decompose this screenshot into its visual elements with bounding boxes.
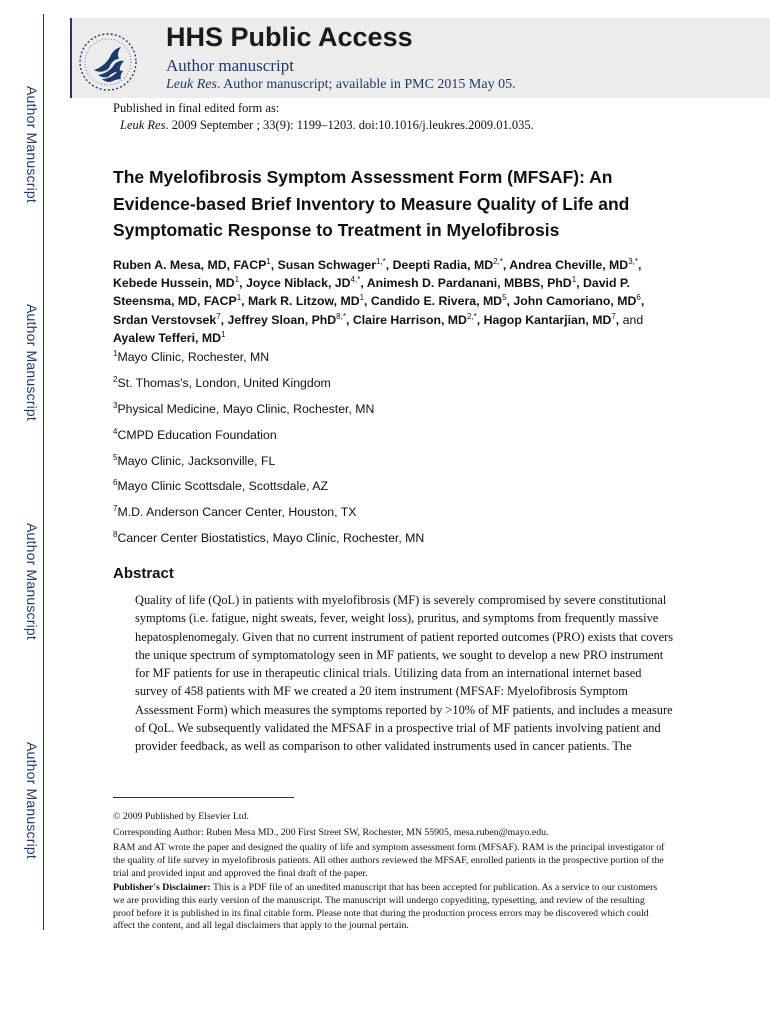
side-label-author-manuscript: Author Manuscript [24, 742, 40, 860]
affiliation-text: Physical Medicine, Mayo Clinic, Rochester, MN [117, 401, 375, 416]
author-affiliation-sup: 5 [502, 293, 507, 303]
affiliation-number: 1 [113, 349, 118, 358]
author-name: John Camoriano, MD [513, 294, 637, 309]
citation-text: . Author manuscript; available in PMC 2015 May 05. [216, 77, 516, 92]
affiliation-number: 4 [113, 426, 118, 436]
affiliation-item [113, 479, 673, 505]
abstract-text: Quality of life (QoL) in patients with myelofibrosis (MF) is severely compromised by severe constitutional symptoms (i.e. fatigue, night sweats, fever, weight loss), pruritus, and symptoms from frequently massive hepatosplenomegaly. Given that no current instrument of patient reported outcomes (PRO) exists that covers the unique spectrum of symptomatology seen in MF patients, we sought to develop a new PRO instrument for MF patients for use in therapeutic clinical trials. Utilizing data from an international internet based survey of 458 patients with MF we created a 20 item instrument (MFSAF: Myelofibrosis Symptom Assessment Form) which measures the symptoms reported by >10% of MF patients, and includes a measure of QoL. We subsequently validated the MFSAF in a prospective trial of MF patients involving patient and provider feedback, as well as comparison to other validated instruments used in cancer patients. The [135, 593, 674, 754]
author-name: Andrea Cheville, MD [509, 258, 629, 272]
affiliation-item [113, 402, 673, 428]
published-label: Published in final edited form as: [113, 101, 280, 115]
author-name: David P. Steensma, MD, FACP [113, 276, 630, 309]
side-divider [43, 14, 44, 930]
author-contributions-note: RAM and AT wrote the paper and designed the quality of life and symptom assessment form (MFSAF). RAM is the principal investigator of the quality of life survey in myelofibrosis patients. All other authors reviewed the MFSAF, enrolled patients in the prospective portion of the trial and provided input and approved the final draft of the paper. [113, 842, 665, 879]
author-name: Susan Schwager [277, 258, 376, 272]
publisher-disclaimer [113, 882, 668, 933]
affiliation-item [113, 505, 673, 531]
disclaimer-text: This is a PDF file of an unedited manuscript that has been accepted for publication. As a service to our customers we are providing this early version of the manuscript. The manuscript will undergo copyediting, typesetting, and review of the resulting proof before it is published in its final citable form. Please note that during the production process errors may be discovered which could affect the content, and all legal disclaimers that apply to the journal pertain. [113, 882, 658, 932]
affiliation-item [113, 350, 673, 376]
author-name: Joyce Niblack, JD [245, 276, 351, 291]
affiliation-text: St. Thomas's, London, United Kingdom [117, 375, 331, 390]
author-affiliation-sup: 3,* [628, 257, 638, 266]
author-name: Claire Harrison, MD [352, 312, 467, 327]
abstract-heading: Abstract [113, 565, 174, 582]
published-citation [120, 118, 534, 133]
author-name: Kebede Hussein, MD [113, 276, 235, 291]
affiliation-number: 8 [113, 530, 118, 540]
author-name: Deepti Radia, MD [392, 258, 494, 272]
author-affiliation-sup: 2,* [493, 257, 503, 266]
author-name: Candido E. Rivera, MD [370, 294, 503, 309]
affiliation-number: 6 [113, 478, 118, 488]
hhs-eagle-logo-icon [76, 30, 140, 94]
author-affiliation-sup: 1 [220, 329, 226, 339]
hhs-public-access-title: HHS Public Access [166, 22, 413, 52]
author-affiliation-sup: 1 [266, 257, 271, 266]
affiliation-number: 3 [113, 400, 118, 410]
side-label-author-manuscript: Author Manuscript [24, 304, 40, 422]
affiliation-list [113, 350, 673, 557]
author-list: Ruben A. Mesa, MD, FACP$^1$, Susan Schwager$^{1,*}$, Deepti Radia, $MD^{2,*}$, Andrea Cheville, $MD^{3,*}$, Kebede Hussein, $MD^1$, Joyce Niblack, $JD^{4,*}$, Animesh D. Pardanani, MBBS, PhD$^1$, David P. Steensma, MD, FACP$^1$, Mark R. Litzow, $MD^1$, Candido E. Rivera, $MD^5$, John Camoriano, $MD^6$, Srdan Verstovsek$^7$, Jeffrey Sloan, PhD$^{8,*}$, Claire Harrison, $MD^{2,*}$, Hagop Kantarjian, $MD^7$, and Ayalew Tefferi, $MD^1$ [113, 257, 645, 345]
author-name: Ruben A. Mesa, MD, FACP [113, 258, 267, 272]
author-affiliation-sup: 1 [236, 293, 242, 303]
corresponding-author-note: Corresponding Author: Ruben Mesa MD., 200 First Street SW, Rochester, MN 55905, mesa.ruben@mayo.edu. [113, 827, 549, 838]
author-affiliation-sup: 1 [359, 293, 365, 303]
affiliation-text: Cancer Center Biostatistics, Mayo Clinic, Rochester, MN [117, 531, 425, 546]
author-name: Ayalew Tefferi, MD [113, 330, 221, 345]
affiliation-number: 7 [113, 504, 118, 514]
author-affiliation-sup: 7 [216, 311, 221, 321]
footnote-divider [113, 797, 294, 798]
author-affiliation-sup: 2,* [466, 311, 477, 321]
copyright-note: © 2009 Published by Elsevier Ltd. [113, 811, 249, 822]
affiliation-text: CMPD Education Foundation [117, 427, 277, 442]
affiliation-item [113, 454, 673, 480]
author-affiliation-sup: 1,* [376, 257, 386, 266]
affiliation-number: 2 [113, 374, 118, 384]
affiliation-item [113, 531, 673, 557]
author-affiliation-sup: 1 [571, 275, 577, 285]
affiliation-text: M.D. Anderson Cancer Center, Houston, TX [117, 505, 357, 520]
author-affiliation-sup: 8,* [336, 311, 346, 321]
affiliation-text: Mayo Clinic Scottsdale, Scottsdale, AZ [117, 479, 328, 494]
affiliation-number: 5 [113, 452, 118, 462]
side-label-author-manuscript: Author Manuscript [24, 86, 40, 204]
published-journal: Leuk Res [120, 118, 166, 132]
paper-title: The Myelofibrosis Symptom Assessment Form (MFSAF): An Evidence-based Brief Inventory to Measure Quality of Life and Symptomatic Response to Treatment in Myelofibrosis [113, 167, 630, 240]
author-affiliation-sup: 4,* [350, 275, 361, 285]
affiliation-item [113, 376, 673, 402]
author-affiliation-sup: 1 [234, 275, 240, 285]
author-name: Animesh D. Pardanani, MBBS, PhD [366, 276, 572, 291]
disclaimer-label: Publisher's Disclaimer: [113, 882, 211, 893]
published-details: . 2009 September ; 33(9): 1199–1203. doi:10.1016/j.leukres.2009.01.035. [165, 118, 534, 132]
and-word: and [622, 312, 644, 327]
author-name: Hagop Kantarjian, MD [483, 312, 612, 327]
pmc-citation [166, 77, 516, 93]
author-name: Jeffrey Sloan, PhD [227, 312, 337, 327]
author-name: Srdan Verstovsek [113, 312, 217, 327]
author-affiliation-sup: 6 [636, 293, 641, 303]
side-label-author-manuscript: Author Manuscript [24, 523, 40, 641]
author-name: Mark R. Litzow, MD [247, 294, 360, 309]
affiliation-item [113, 428, 673, 454]
affiliation-text: Mayo Clinic, Jacksonville, FL [117, 453, 276, 468]
journal-abbrev: Leuk Res [166, 77, 217, 92]
affiliation-text: Mayo Clinic, Rochester, MN [117, 350, 270, 364]
author-manuscript-label: Author manuscript [166, 56, 294, 75]
author-affiliation-sup: 7 [611, 311, 616, 321]
